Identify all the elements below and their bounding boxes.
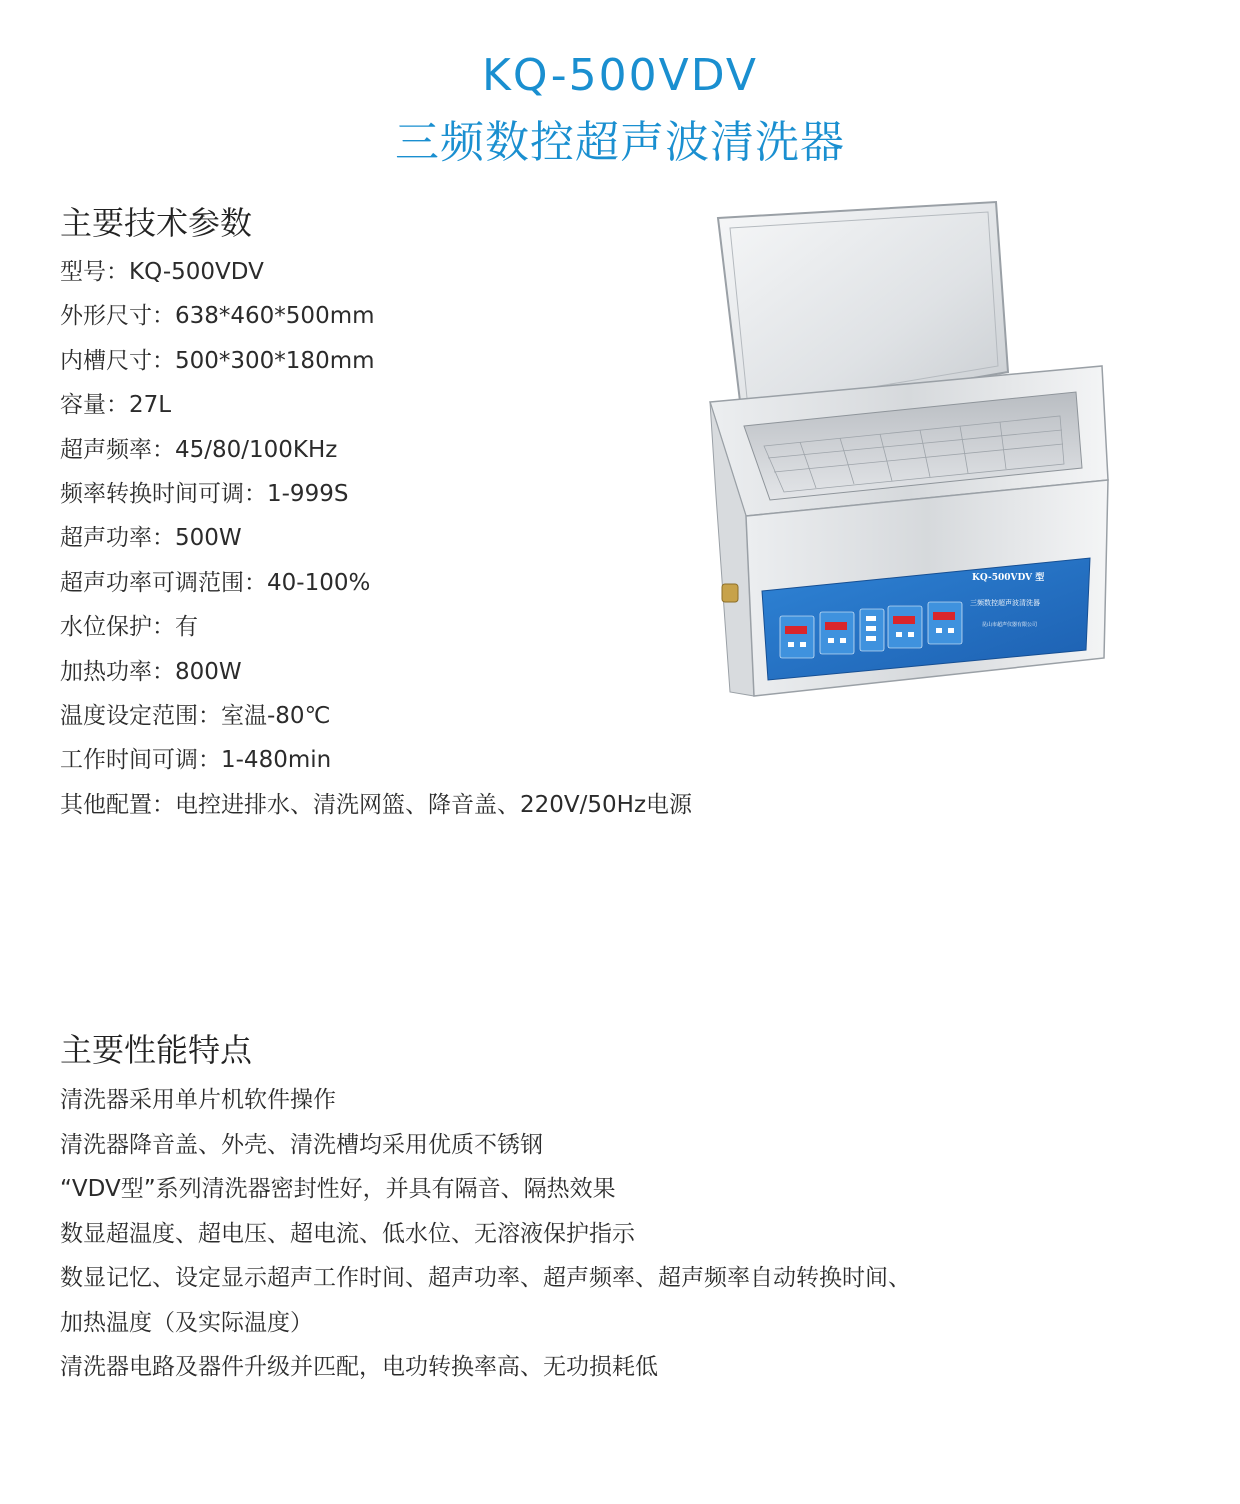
- feature-item: “VDV型”系列清洗器密封性好，并具有隔音、隔热效果: [60, 1176, 616, 1202]
- spec-item: 超声功率可调范围：40-100%: [60, 569, 371, 596]
- spec-item: 加热功率：800W: [60, 658, 242, 685]
- spec-item: 外形尺寸：638*460*500mm: [60, 303, 375, 330]
- spec-item: 水位保护：有: [60, 614, 198, 641]
- panel-name-label: 三频数控超声波清洗器: [970, 599, 1040, 607]
- spec-item: 超声功率：500W: [60, 525, 242, 552]
- feature-item: 数显超温度、超电压、超电流、低水位、无溶液保护指示: [60, 1220, 635, 1247]
- spec-item: 工作时间可调：1-480min: [60, 747, 332, 774]
- features-heading: 主要性能特点: [60, 1031, 253, 1069]
- specs-heading: 主要技术参数: [60, 204, 253, 242]
- product-model-title: KQ-500VDV: [482, 50, 758, 101]
- drain-valve: [722, 584, 738, 602]
- feature-item: 清洗器电路及器件升级并匹配，电功转换率高、无功损耗低: [60, 1354, 658, 1380]
- spec-item: 频率转换时间可调：1-999S: [60, 480, 349, 507]
- feature-item: 清洗器采用单片机软件操作: [60, 1087, 336, 1113]
- features-list: [60, 1078, 911, 1390]
- spec-item: 型号：KQ-500VDV: [60, 259, 264, 285]
- product-name-title: 三频数控超声波清洗器: [395, 117, 845, 168]
- feature-item: 数显记忆、设定显示超声工作时间、超声功率、超声频率、超声频率自动转换时间、: [60, 1265, 911, 1291]
- spec-item: 容量：27L: [60, 392, 172, 419]
- specs-list: [60, 250, 692, 827]
- feature-item: 清洗器降音盖、外壳、清洗槽均采用优质不锈钢: [60, 1131, 543, 1158]
- ultrasonic-cleaner-image: [700, 196, 1120, 706]
- panel-model-label: KQ-500VDV 型: [972, 573, 1045, 583]
- spec-item: 其他配置：电控进排水、清洗网篮、降音盖、220V/50Hz电源: [60, 791, 693, 818]
- spec-item: 超声频率：45/80/100KHz: [60, 436, 338, 463]
- spec-item: 内槽尺寸：500*300*180mm: [60, 347, 375, 374]
- spec-item: 温度设定范围：室温-80℃: [60, 702, 331, 729]
- feature-item: 加热温度（及实际温度）: [60, 1309, 313, 1336]
- panel-maker-label: 昆山市超声仪器有限公司: [982, 622, 1038, 628]
